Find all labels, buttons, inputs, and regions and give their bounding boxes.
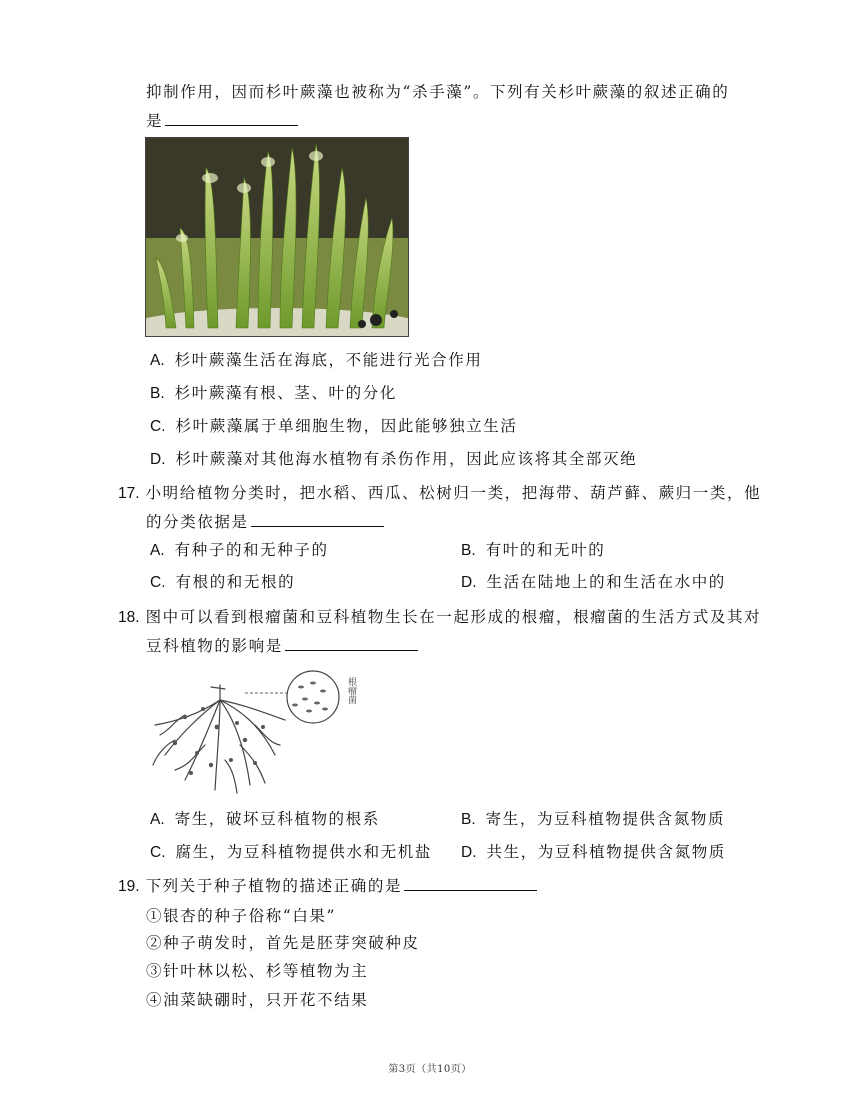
q19-item-2: ②种子萌发时，首先是胚芽突破种皮 [146, 934, 420, 952]
seaweed-illustration [146, 138, 408, 336]
option-text: 共生，为豆科植物提供含氮物质 [486, 843, 726, 861]
q16-answer-blank [165, 110, 298, 126]
q18-option-c [150, 840, 432, 862]
question-text: 下列关于种子植物的描述正确的是 [145, 877, 403, 895]
q16-option-c [150, 414, 518, 436]
q17-stem-line1 [118, 481, 761, 503]
q17-answer-blank [251, 511, 384, 527]
option-text: 腐生，为豆科植物提供水和无机盐 [175, 843, 433, 861]
question-text: 图中可以看到根瘤菌和豆科植物生长在一起形成的根瘤，根瘤菌的生活方式及其对 [145, 608, 762, 626]
q17-option-a [150, 538, 329, 560]
q19-item-3: ③针叶林以松、杉等植物为主 [146, 962, 369, 980]
option-label: A. [150, 542, 165, 559]
seaweed-photo [145, 137, 409, 337]
q17-option-c [150, 570, 295, 592]
q16-stem-line1: 抑制作用，因而杉叶蕨藻也被称为“杀手藻”。下列有关杉叶蕨藻的叙述正确的 [146, 83, 730, 101]
option-text: 有叶的和无叶的 [485, 541, 606, 559]
q17-option-d [461, 570, 726, 592]
question-number: 18. [118, 609, 140, 626]
option-label: D. [461, 574, 477, 591]
root-sketch [145, 665, 370, 800]
option-label: D. [461, 844, 477, 861]
question-number: 17. [118, 485, 140, 502]
option-label: C. [150, 574, 166, 591]
q16-stem-text: 是 [146, 112, 164, 130]
option-label: B. [461, 542, 476, 559]
option-text: 寄生，为豆科植物提供含氮物质 [485, 810, 726, 828]
q16-option-b [150, 381, 397, 403]
option-text: 杉叶蕨藻属于单细胞生物，因此能够独立生活 [175, 417, 518, 435]
figure-label-nodule-bacteria: 根瘤菌 [346, 677, 356, 704]
option-label: C. [150, 418, 166, 435]
option-text: 生活在陆地上的和生活在水中的 [486, 573, 726, 591]
question-text: 的分类依据是 [146, 513, 249, 531]
q19-answer-blank [404, 875, 537, 891]
q18-stem-line1 [118, 605, 761, 627]
option-label: B. [150, 385, 165, 402]
option-text: 杉叶蕨藻生活在海底，不能进行光合作用 [174, 351, 483, 369]
q18-answer-blank [285, 635, 418, 651]
q17-stem-line2 [146, 510, 384, 532]
option-label: D. [150, 451, 166, 468]
question-number: 19. [118, 878, 140, 895]
q18-option-a [150, 807, 380, 829]
option-label: C. [150, 844, 166, 861]
option-text: 有根的和无根的 [175, 573, 296, 591]
q18-option-d [461, 840, 726, 862]
q17-option-b [461, 538, 605, 560]
q16-option-d [150, 447, 637, 469]
option-label: B. [461, 811, 476, 828]
option-text: 有种子的和无种子的 [174, 541, 329, 559]
page-footer: 第3页（共10页） [388, 1064, 472, 1075]
q18-stem-line2 [146, 634, 418, 656]
q19-stem-line1 [118, 874, 537, 896]
option-text: 杉叶蕨藻有根、茎、叶的分化 [174, 384, 397, 402]
q16-option-a [150, 348, 482, 370]
root-nodule-figure [145, 665, 370, 800]
question-text: 豆科植物的影响是 [146, 637, 283, 655]
q19-item-4: ④油菜缺硼时，只开花不结果 [146, 991, 369, 1009]
question-text: 小明给植物分类时，把水稻、西瓜、松树归一类，把海带、葫芦藓、蕨归一类，他 [145, 484, 762, 502]
q19-item-1: ①银杏的种子俗称“白果” [146, 907, 337, 925]
option-label: A. [150, 352, 165, 369]
option-text: 杉叶蕨藻对其他海水植物有杀伤作用，因此应该将其全部灭绝 [175, 450, 638, 468]
q16-stem-line2 [146, 109, 298, 131]
option-label: A. [150, 811, 165, 828]
q18-option-b [461, 807, 725, 829]
option-text: 寄生，破坏豆科植物的根系 [174, 810, 380, 828]
